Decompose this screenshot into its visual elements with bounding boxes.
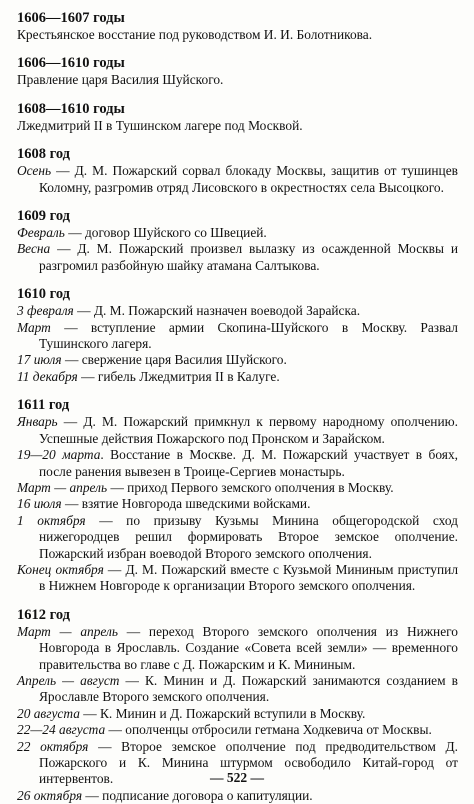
event-entry (17, 624, 458, 673)
event-date: Весна (17, 241, 51, 257)
event-entry (17, 241, 458, 274)
event-entry (17, 369, 458, 385)
event-date: 26 октября (17, 787, 83, 803)
event-text: — Второе земское ополчение под предводительством Д. Пожарского и К. Минина штурмом освободило Китай-город от интервентов. (39, 738, 458, 787)
year-heading: 1610 год (17, 286, 71, 303)
event-text: — взятие Новгорода шведскими войсками. (61, 496, 311, 512)
event-entry (17, 496, 458, 512)
event-text: — подписание договора о капитуляции. (82, 787, 313, 803)
event-entry (17, 447, 458, 480)
event-entry (17, 414, 458, 447)
event-entry (17, 706, 458, 722)
event-text: — Д. М. Пожарский примкнул к первому народному ополчению. Успешные действия Пожарского под Пронском и Зарайском. (39, 414, 458, 446)
page-number: — 522 — (210, 770, 264, 785)
event-text: — Д. М. Пожарский произвел вылазку из осажденной Москвы и разгромил разбойную шайку атамана Салтыкова. (39, 241, 458, 273)
year-section (17, 55, 458, 88)
event-entry (17, 27, 458, 43)
event-date: 19—20 марта (17, 447, 101, 463)
year-heading: 1606—1607 годы (17, 10, 125, 26)
event-entry (17, 118, 458, 134)
event-date: 22—24 августа (17, 722, 106, 738)
year-section (17, 146, 458, 196)
event-text: — гибель Лжедмитрия II в Калуге. (77, 368, 280, 384)
event-text: — Д. М. Пожарский назначен воеводой Зарайска. (73, 303, 361, 319)
event-text: — переход Второго земского ополчения из Нижнего Новгорода в Ярославль. Создание «Совета всей земли» — временного правительства во главе с Д. Пожарским и К. Мининым. (39, 623, 458, 672)
event-date: Март — апрель (17, 479, 108, 495)
year-section (17, 208, 458, 274)
event-text: — свержение царя Василия Шуйского. (61, 352, 287, 368)
event-date: 16 июля (17, 496, 62, 512)
event-text: — вступление армии Скопина-Шуйского в Москву. Развал Тушинского лагеря. (39, 319, 458, 352)
event-entry (17, 788, 458, 804)
year-heading: 1611 год (17, 397, 70, 414)
event-text: — К. Минин и Д. Пожарский занимаются созданием в Ярославле Второго земского ополчения. (39, 672, 458, 705)
event-entry (17, 352, 458, 368)
event-date: 11 декабря (17, 368, 78, 384)
event-entry (17, 722, 458, 738)
event-text: — Д. М. Пожарский вместе с Кузьмой Мининым приступил в Нижнем Новгороде к организации Второго земского ополчения. (39, 561, 459, 594)
event-text: . Восстание в Москве. Д. М. Пожарский участвует в боях, после ранения вывезен в Троице-Сергиев монастырь. (39, 447, 458, 479)
year-section (17, 101, 458, 134)
year-heading: 1608 год (17, 146, 71, 163)
event-date: Осень (17, 163, 52, 179)
event-date: 3 февраля (17, 303, 74, 319)
event-date: 1 октября (17, 512, 86, 528)
event-text: Лжедмитрий II в Тушинском лагере под Москвой. (17, 117, 303, 133)
event-date: 20 августа (17, 705, 80, 721)
event-entry (17, 163, 458, 196)
event-date: Апрель — август (17, 672, 120, 688)
event-date: Январь (17, 414, 58, 430)
event-entry (17, 673, 458, 706)
event-entry (17, 303, 458, 319)
year-section (17, 10, 458, 43)
event-entry (17, 225, 458, 241)
event-text: Правление царя Василия Шуйского. (17, 72, 224, 88)
event-entry (17, 562, 458, 595)
year-heading: 1606—1610 годы (17, 55, 125, 72)
event-text: — К. Минин и Д. Пожарский вступили в Москву. (79, 705, 366, 721)
year-heading: 1609 год (17, 208, 71, 225)
event-entry (17, 480, 458, 496)
event-text: — по призыву Кузьмы Минина общегородской сход нижегородцев решил формировать Второе земское ополчение. Пожарский избран воеводой Второго земского ополчения. (39, 512, 458, 561)
event-date: 17 июля (17, 352, 62, 368)
event-entry (17, 72, 458, 88)
event-text: — договор Шуйского со Швецией. (64, 225, 267, 241)
event-text: — Д. М. Пожарский сорвал блокаду Москвы, защитив от тушинцев Коломну, разгромив отряд Лисовского в окрестностях села Высоцкого. (39, 163, 458, 195)
year-section (17, 397, 458, 594)
event-entry (17, 513, 458, 562)
event-text: Крестьянское восстание под руководством И. И. Болотникова. (17, 27, 373, 42)
event-date: Март (17, 319, 51, 335)
event-text: — ополченцы отбросили гетмана Ходкевича от Москвы. (105, 722, 432, 738)
event-date: Конец октября (17, 561, 104, 577)
year-heading: 1608—1610 годы (17, 100, 125, 117)
event-date: 22 октября (17, 738, 89, 754)
event-text: — приход Первого земского ополчения в Москву. (107, 479, 394, 495)
event-date: Февраль (17, 225, 65, 241)
chronology (17, 10, 458, 804)
event-entry (17, 320, 458, 353)
year-heading: 1612 год (17, 606, 71, 623)
year-section (17, 286, 458, 385)
event-date: Март — апрель (17, 623, 118, 639)
